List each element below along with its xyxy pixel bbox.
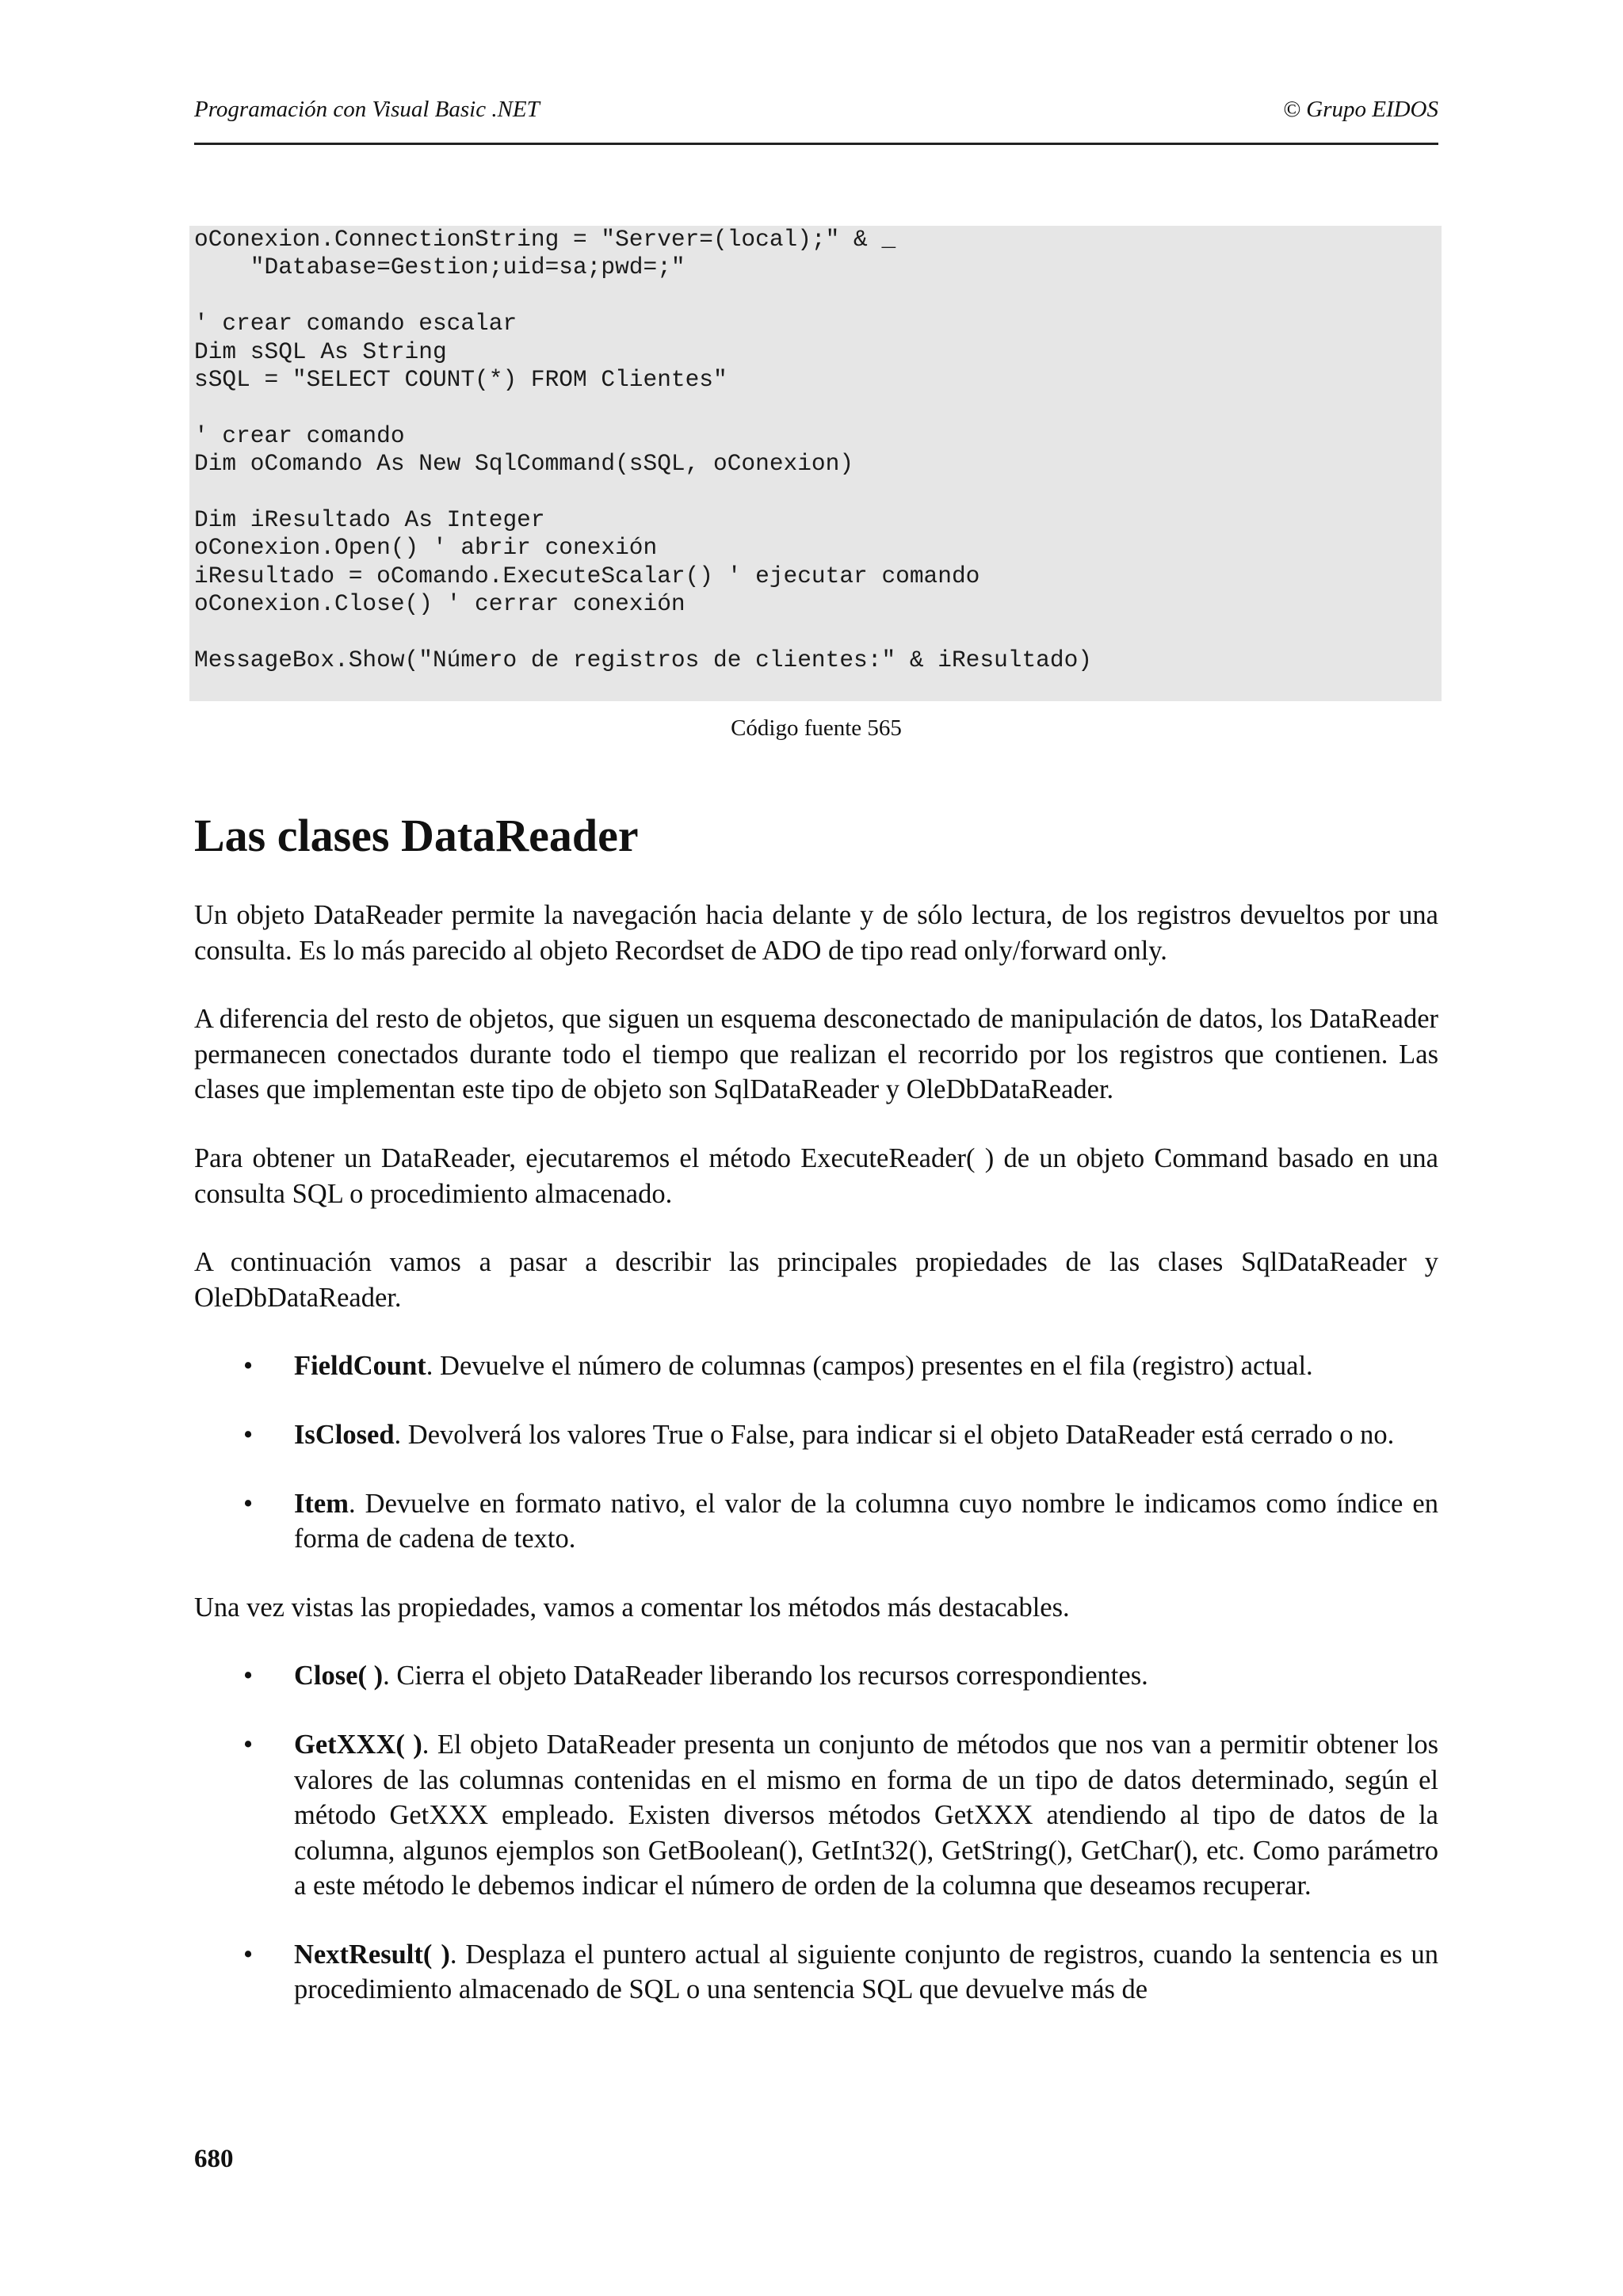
code-line: Dim iResultado As Integer	[194, 505, 545, 533]
paragraph: A diferencia del resto de objetos, que siguen un esquema desconectado de manipulación de datos, los DataReader permanecen conectados durante todo el tiempo que realizan el recorrido por los registros que contienen. Las clases que implementan este tipo de objeto son SqlDataReader y OleDbDataReader.	[194, 1004, 1438, 1105]
code-line: oConexion.Open() ' abrir conexión	[194, 534, 658, 562]
property-description: . Devuelve el número de columnas (campos) presentes en el fila (registro) actual.	[426, 1351, 1313, 1382]
list-item	[194, 1486, 1438, 1557]
method-term: NextResult( )	[294, 1939, 450, 1970]
body-text	[194, 898, 1438, 2041]
method-description: . El objeto DataReader presenta un conjunto de métodos que nos van a permitir obtener los valores de las columnas contenidas en el mismo en forma de un tipo de datos determinado, según el método GetXXX empleado. Existen diversos métodos GetXXX atendiendo al tipo de datos de la columna, algunos ejemplos son GetBoolean(), GetInt32(), GetString(), GetChar(), etc. Como parámetro a este método le debemos indicar el número de orden de la columna que deseamos recuperar.	[294, 1729, 1438, 1901]
paragraph: A continuación vamos a pasar a describir las principales propiedades de las clases SqlDataReader y OleDbDataReader.	[194, 1247, 1438, 1313]
code-line	[194, 394, 1442, 421]
bullet-icon: •	[243, 1729, 254, 1760]
property-description: . Devolverá los valores True o False, para indicar si el objeto DataReader está cerrado o no.	[394, 1419, 1395, 1450]
list-item	[194, 1727, 1438, 1904]
bullet-icon: •	[243, 1488, 254, 1519]
method-term: Close( )	[294, 1661, 384, 1691]
property-term: FieldCount	[294, 1351, 426, 1382]
list-item	[194, 1937, 1438, 2008]
header-book-title: Programación con Visual Basic .NET	[194, 97, 540, 122]
code-line: oConexion.ConnectionString = "Server=(local);" & _	[194, 226, 896, 253]
page-number: 680	[194, 2145, 234, 2173]
code-line: Dim oComando As New SqlCommand(sSQL, oConexion)	[194, 450, 854, 478]
method-description: . Desplaza el puntero actual al siguiente conjunto de registros, cuando la sentencia es un procedimiento almacenado de SQL o una sentencia SQL que devuelve más de	[294, 1939, 1439, 2005]
paragraph: Un objeto DataReader permite la navegación hacia delante y de sólo lectura, de los registros devueltos por una consulta. Es lo más parecido al objeto Recordset de ADO de tipo read only/forward only.	[194, 900, 1438, 966]
bullet-icon: •	[243, 1419, 254, 1450]
code-line	[194, 479, 1442, 506]
section-title: Las clases DataReader	[194, 810, 639, 861]
code-line: oConexion.Close() ' cerrar conexión	[194, 590, 685, 618]
running-header	[194, 93, 1438, 145]
list-item	[194, 1658, 1438, 1694]
bullet-icon: •	[243, 1661, 254, 1691]
property-term: Item	[294, 1488, 349, 1519]
code-line	[194, 618, 1442, 646]
method-term: GetXXX( )	[294, 1729, 422, 1760]
methods-list	[194, 1658, 1438, 2008]
method-description: . Cierra el objeto DataReader liberando los recursos correspondientes.	[383, 1661, 1148, 1691]
bullet-icon: •	[243, 1351, 254, 1382]
list-item	[194, 1348, 1438, 1384]
code-line: "Database=Gestion;uid=sa;pwd=;"	[194, 254, 685, 281]
code-line: ' crear comando	[194, 421, 405, 449]
code-line	[194, 282, 1442, 310]
bullet-icon: •	[243, 1939, 254, 1970]
list-item	[194, 1417, 1438, 1453]
property-description: . Devuelve en formato nativo, el valor de la columna cuyo nombre le indicamos como índice en forma de cadena de texto.	[294, 1488, 1438, 1554]
code-line: iResultado = oComando.ExecuteScalar() ' ejecutar comando	[194, 562, 980, 589]
code-line: Dim sSQL As String	[194, 338, 447, 365]
code-line: sSQL = "SELECT COUNT(*) FROM Clientes"	[194, 365, 727, 393]
paragraph: Para obtener un DataReader, ejecutaremos el método ExecuteReader( ) de un objeto Command basado en una consulta SQL o procedimiento almacenado.	[194, 1142, 1438, 1209]
code-line: MessageBox.Show("Número de registros de clientes:" & iResultado)	[194, 646, 1092, 673]
properties-list	[194, 1348, 1438, 1556]
property-term: IsClosed	[294, 1419, 395, 1450]
paragraph: Una vez vistas las propiedades, vamos a comentar los métodos más destacables.	[194, 1592, 1070, 1623]
code-listing	[189, 226, 1442, 701]
header-publisher: © Grupo EIDOS	[1282, 97, 1438, 122]
code-line: ' crear comando escalar	[194, 310, 517, 338]
code-caption: Código fuente 565	[731, 715, 902, 741]
